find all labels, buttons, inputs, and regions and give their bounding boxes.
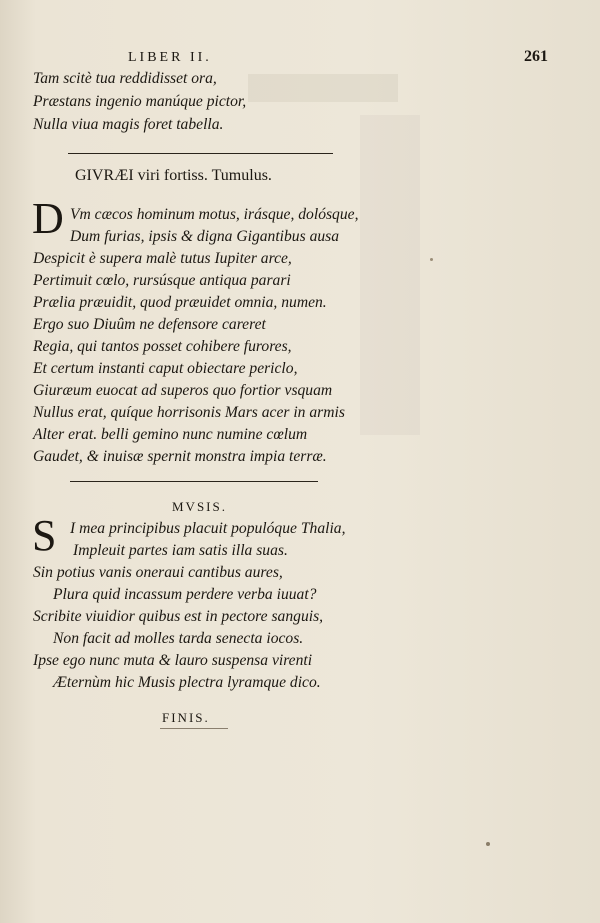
section-rule bbox=[70, 481, 318, 482]
poem2-line: Gaudet, & inuisæ spernit monstra impia terræ. bbox=[33, 448, 327, 465]
drop-cap: S bbox=[32, 511, 57, 560]
poem3-line: I mea principibus placuit populóque Thalia, bbox=[70, 520, 346, 537]
poem2-line: Dum furias, ipsis & digna Gigantibus ausa bbox=[70, 228, 340, 245]
poem2-line: Alter erat. belli gemino nunc numine cœlum bbox=[33, 426, 308, 443]
poem2-heading: GIVRÆI viri fortiss. Tumulus. bbox=[75, 167, 272, 184]
poem2-line: Pertimuit cœlo, rursúsque antiqua parari bbox=[33, 272, 291, 289]
running-head bbox=[128, 50, 548, 72]
bleed-through-shadow bbox=[360, 115, 420, 435]
poem3-heading: MVSIS. bbox=[172, 499, 227, 514]
poem2-line: Giuræum euocat ad superos quo fortior vsquam bbox=[33, 382, 333, 399]
bleed-through-block bbox=[248, 74, 398, 102]
poem3-line: Æternùm hic Musis plectra lyramque dico. bbox=[53, 674, 321, 691]
paper-speck bbox=[430, 258, 433, 261]
paper-speck bbox=[486, 842, 490, 846]
poem2-line: Despicit è supera malè tutus Iupiter arce, bbox=[33, 250, 292, 267]
finis-underline bbox=[160, 728, 228, 729]
page-number: 261 bbox=[524, 48, 548, 65]
poem3-line: Scribite viuidior quibus est in pectore sanguis, bbox=[33, 608, 324, 625]
poem3-line: Plura quid incassum perdere verba iuuat? bbox=[53, 586, 317, 603]
poem2-line: Ergo suo Diuûm ne defensore careret bbox=[33, 316, 266, 333]
drop-cap: D bbox=[32, 194, 64, 243]
poem2-line: Prælia præuidit, quod præuidet omnia, numen. bbox=[33, 294, 327, 311]
poem2-line: Et certum instanti caput obiectare periclo, bbox=[33, 360, 298, 377]
poem3-line: Ipse ego nunc muta & lauro suspensa virenti bbox=[33, 652, 313, 669]
poem1-line: Nulla viua magis foret tabella. bbox=[33, 116, 224, 133]
poem3-line: Sin potius vanis oneraui cantibus aures, bbox=[33, 564, 283, 581]
poem3-line: Non facit ad molles tarda senecta iocos. bbox=[53, 630, 304, 647]
poem2-line: Vm cæcos hominum motus, irásque, dolósque, bbox=[70, 206, 359, 223]
poem3-line: Impleuit partes iam satis illa suas. bbox=[73, 542, 288, 559]
poem2-line: Regia, qui tantos posset cohibere furores, bbox=[33, 338, 292, 355]
poem2-line: Nullus erat, quíque horrisonis Mars acer in armis bbox=[33, 404, 345, 421]
poem1-line: Præstans ingenio manúque pictor, bbox=[33, 93, 247, 110]
section-rule bbox=[68, 153, 333, 154]
finis: FINIS. bbox=[162, 710, 210, 725]
poem1-line: Tam scitè tua reddidisset ora, bbox=[33, 70, 217, 87]
running-head-title: LIBER II. bbox=[128, 50, 212, 65]
